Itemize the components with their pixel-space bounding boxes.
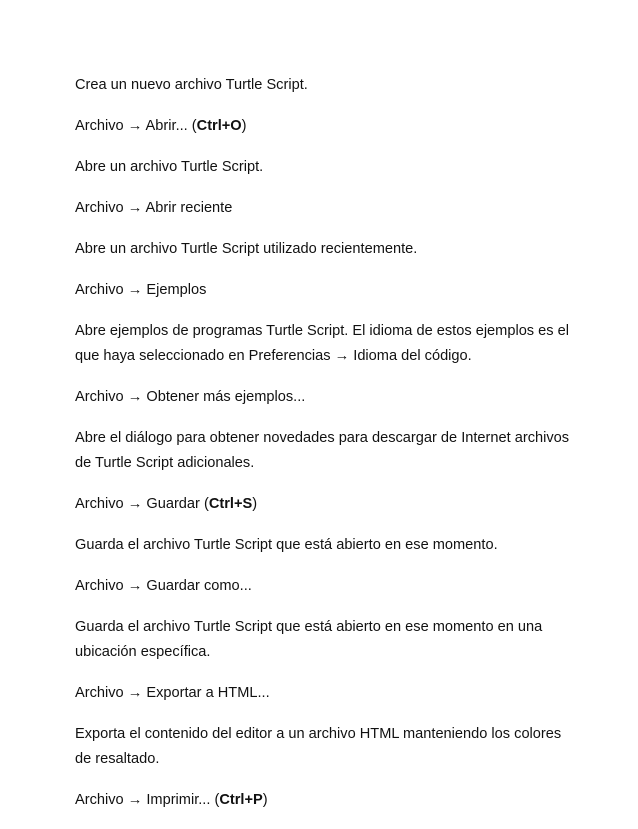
paragraph-open-recent-description: Abre un archivo Turtle Script utilizado recientemente. [75, 241, 418, 257]
menu-entry-open-text: Archivo → Abrir... ( [75, 118, 197, 134]
menu-entry-open [75, 114, 575, 139]
paragraph-get-more-examples-description: Abre el diálogo para obtener novedades para descargar de Internet archivos de Turtle Script adicionales. [75, 430, 570, 471]
document-body [75, 73, 575, 829]
menu-entry-print [75, 788, 575, 813]
shortcut-ctrl-o: Ctrl+O [196, 118, 242, 134]
menu-entry-print-text: Archivo → Imprimir... ( [75, 792, 220, 808]
menu-entry-export-html: Archivo → Exportar a HTML... [75, 685, 270, 701]
menu-entry-open-recent: Archivo → Abrir reciente [75, 200, 233, 216]
paragraph-examples-description: Abre ejemplos de programas Turtle Script. El idioma de estos ejemplos es el que haya seleccionado en Preferencias → Idioma del código. [75, 323, 569, 364]
menu-entry-examples: Archivo → Ejemplos [75, 282, 207, 298]
menu-entry-save-close: ) [252, 496, 258, 512]
paragraph-save-description: Guarda el archivo Turtle Script que está abierto en ese momento. [75, 537, 498, 553]
menu-entry-save-as: Archivo → Guardar como... [75, 578, 252, 594]
menu-entry-print-close: ) [262, 792, 268, 808]
shortcut-ctrl-p: Ctrl+P [219, 792, 263, 808]
paragraph-new-description: Crea un nuevo archivo Turtle Script. [75, 77, 308, 93]
menu-entry-get-more-examples: Archivo → Obtener más ejemplos... [75, 389, 306, 405]
shortcut-ctrl-s: Ctrl+S [208, 496, 253, 512]
paragraph-save-as-description: Guarda el archivo Turtle Script que está abierto en ese momento en una ubicación específica. [75, 619, 543, 660]
menu-entry-save-text: Archivo → Guardar ( [75, 496, 209, 512]
menu-entry-open-close: ) [241, 118, 247, 134]
paragraph-export-html-description: Exporta el contenido del editor a un archivo HTML manteniendo los colores de resaltado. [75, 726, 562, 767]
paragraph-open-description: Abre un archivo Turtle Script. [75, 159, 264, 175]
menu-entry-save [75, 492, 575, 517]
